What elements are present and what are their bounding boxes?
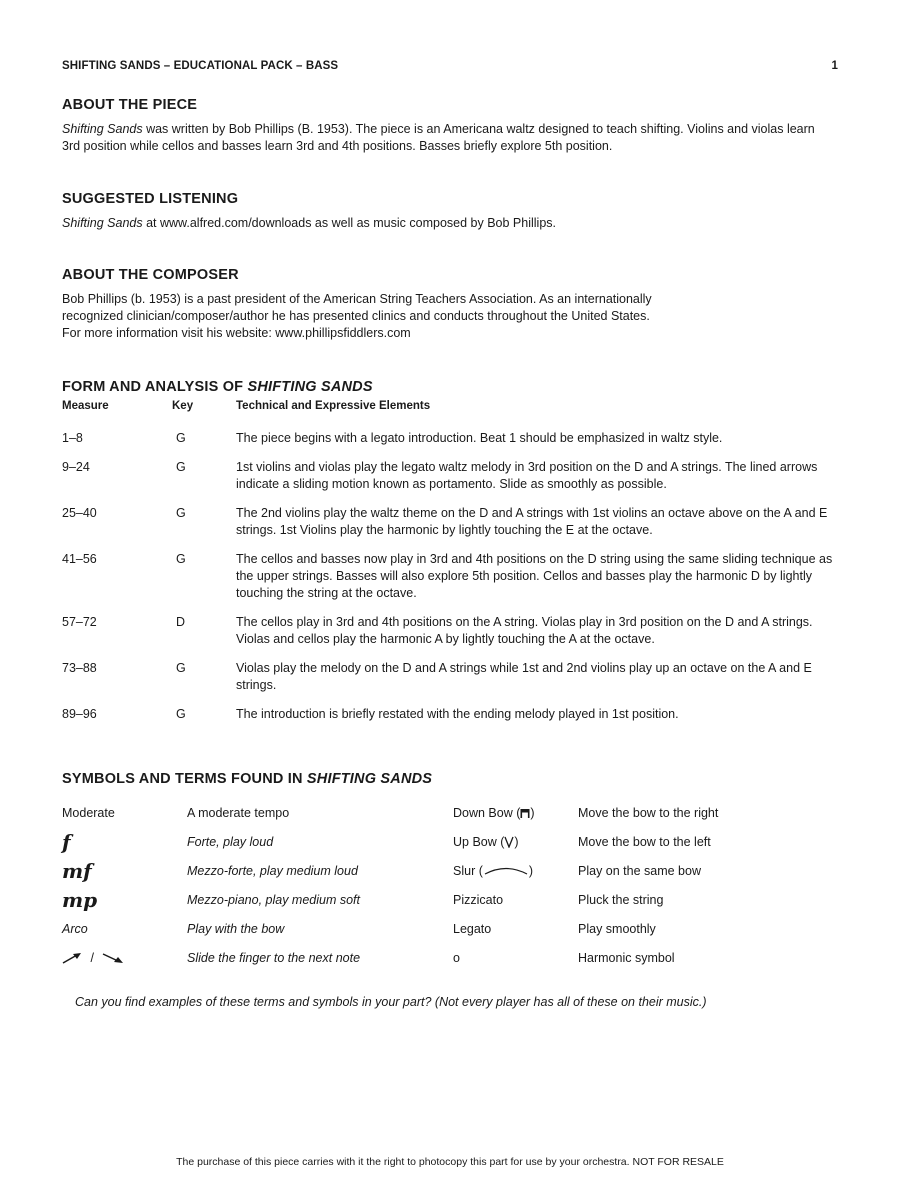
composer-heading: ABOUT THE COMPOSER: [62, 267, 239, 283]
harmonic-symbol: o: [453, 950, 460, 965]
elements-column-header: Technical and Expressive Elements: [236, 400, 431, 412]
table-row: [62, 706, 838, 723]
symbol-cell: Slur ( ): [453, 863, 534, 878]
table-row: [62, 614, 838, 648]
listening-text: Shifting Sands at www.alfred.com/downloads as well as music composed by Bob Phillips.: [62, 216, 556, 230]
meaning-cell: Harmonic symbol: [578, 950, 675, 965]
slide-up-arrow-icon: [62, 952, 82, 964]
meaning-cell: Move the bow to the right: [578, 805, 719, 820]
slur-icon: [483, 866, 529, 876]
measure-column-header: Measure: [62, 400, 109, 412]
symbol-row: [62, 914, 838, 943]
key-cell: G: [176, 506, 186, 520]
composer-text: Bob Phillips (b. 1953) is a past president of the American String Teachers Association. As an internationally recognized clinician/composer/author he has presented clinics and conducts throughout the United States. For more information visit his website: www.phillipsfiddlers.com: [62, 292, 652, 340]
key-cell: G: [176, 460, 186, 474]
symbol-cell: Up Bow ( ): [453, 834, 519, 849]
measure-cell: 25–40: [62, 506, 97, 520]
meaning-cell: Move the bow to the left: [578, 834, 711, 849]
table-row: [62, 660, 838, 694]
table-row: [62, 551, 838, 602]
meaning-cell: Play with the bow: [187, 921, 285, 936]
table-row: [62, 430, 838, 447]
meaning-cell: Slide the finger to the next note: [187, 950, 361, 965]
table-header: [62, 400, 838, 420]
measure-cell: 89–96: [62, 707, 97, 721]
meaning-cell: Play smoothly: [578, 921, 656, 936]
table-row: [62, 505, 838, 539]
running-header: [62, 60, 838, 72]
description-cell: The cellos play in 3rd and 4th positions on the A string. Violas play in 3rd position on the D and A strings. Violas and cellos play the harmonic A by lightly touching the A at the octave.: [236, 615, 813, 646]
table-row: [62, 459, 838, 493]
symbol-row: [62, 827, 838, 856]
document-page: [62, 0, 842, 1200]
measure-cell: 9–24: [62, 460, 90, 474]
form-analysis-table: [62, 400, 838, 735]
symbols-heading: SYMBOLS AND TERMS FOUND IN SHIFTING SANDS: [62, 771, 433, 787]
symbol-cell: Down Bow ( ): [453, 805, 535, 820]
up-bow-icon: [504, 836, 514, 848]
description-cell: The cellos and basses now play in 3rd and 4th positions on the D string using the same sliding technique as the upper strings. Basses will also explore 5th position. Cellos and basses play the harmonic D by lightly touching the string at the octave.: [236, 552, 833, 600]
meaning-cell: Play on the same bow: [578, 863, 701, 878]
meaning-cell: A moderate tempo: [187, 805, 290, 820]
measure-cell: 1–8: [62, 431, 83, 445]
meaning-cell: Mezzo-piano, play medium soft: [187, 892, 360, 907]
piece-title: Shifting Sands: [62, 216, 143, 230]
key-cell: D: [176, 615, 186, 629]
form-analysis-heading: FORM AND ANALYSIS OF SHIFTING SANDS: [62, 379, 373, 395]
about-piece-text: Shifting Sands was written by Bob Phillips (B. 1953). The piece is an Americana waltz designed to teach shifting. Violins and violas learn 3rd position while cellos and basses learn 3rd and 4th positions. Basses briefly explore 5th position.: [62, 122, 815, 153]
symbol-row: [62, 885, 838, 914]
symbols-note: Can you find examples of these terms and symbols in your part? (Not every player has all of these on their music.): [75, 994, 707, 1009]
listening-heading: SUGGESTED LISTENING: [62, 191, 239, 207]
piece-title: Shifting Sands: [62, 122, 143, 136]
symbol-cell: Arco: [62, 921, 88, 936]
description-cell: The piece begins with a legato introduction. Beat 1 should be emphasized in waltz style.: [236, 431, 723, 445]
symbol-cell: Pizzicato: [453, 892, 504, 907]
running-title: SHIFTING SANDS – EDUCATIONAL PACK – BASS: [62, 60, 339, 72]
symbol-row: [62, 856, 838, 885]
description-cell: The 2nd violins play the waltz theme on the D and A strings with 1st violins an octave above on the A and E strings. 1st Violins play the harmonic by lightly touching the E at the octave.: [236, 506, 828, 537]
description-cell: The introduction is briefly restated with the ending melody played in 1st position.: [236, 707, 679, 721]
key-cell: G: [176, 707, 186, 721]
symbol-cell: Moderate: [62, 805, 115, 820]
key-cell: G: [176, 661, 186, 675]
slide-symbol: /: [62, 951, 187, 965]
mezzo-piano-symbol: mp: [62, 887, 98, 912]
symbol-row: [62, 798, 838, 827]
symbol-row: [62, 943, 838, 972]
meaning-cell: Forte, play loud: [187, 834, 274, 849]
measure-cell: 73–88: [62, 661, 97, 675]
measure-cell: 57–72: [62, 615, 97, 629]
about-piece-heading: ABOUT THE PIECE: [62, 97, 198, 113]
measure-cell: 41–56: [62, 552, 97, 566]
key-column-header: Key: [172, 400, 194, 412]
meaning-cell: Pluck the string: [578, 892, 664, 907]
key-cell: G: [176, 552, 186, 566]
description-cell: 1st violins and violas play the legato waltz melody in 3rd position on the D and A strings. The lined arrows indicate a sliding motion known as portamento. Slide as smoothly as possible.: [236, 460, 818, 491]
mezzo-forte-symbol: mf: [62, 858, 92, 883]
slide-down-arrow-icon: [102, 952, 124, 964]
footer-note: The purchase of this piece carries with it the right to photocopy this part for use by your orchestra. NOT FOR RESALE: [176, 1156, 724, 1168]
symbols-table: [62, 798, 838, 972]
description-cell: Violas play the melody on the D and A strings while 1st and 2nd violins play up an octave on the A and E strings.: [236, 661, 812, 692]
key-cell: G: [176, 431, 186, 445]
page-number: 1: [831, 60, 838, 72]
symbol-cell: Legato: [453, 921, 492, 936]
meaning-cell: Mezzo-forte, play medium loud: [187, 863, 358, 878]
forte-symbol: f: [62, 829, 71, 854]
down-bow-icon: [520, 808, 530, 819]
